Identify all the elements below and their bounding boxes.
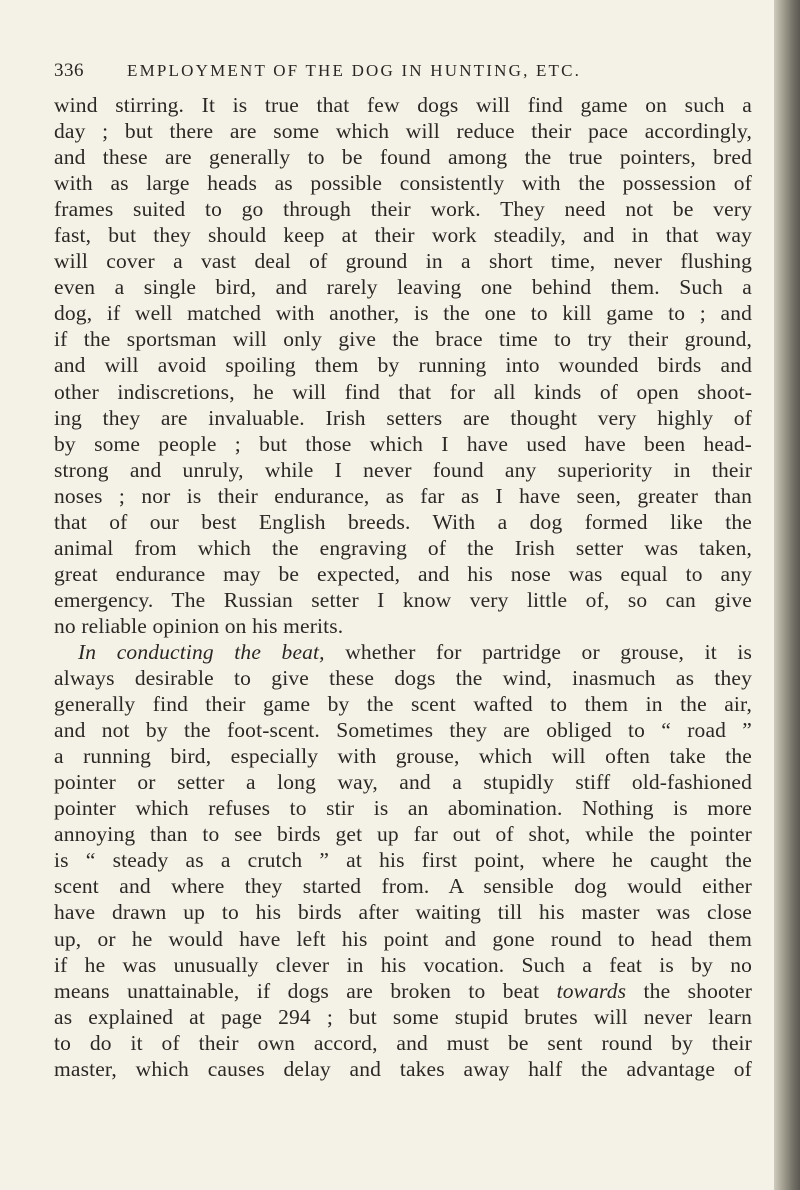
text-line: is “ steady as a crutch ” at his first point, where he caught the (54, 848, 752, 873)
text-line: annoying than to see birds get up far out of shot, while the pointer (54, 822, 752, 847)
text-line: generally find their game by the scent wafted to them in the air, (54, 692, 752, 717)
text-line: up, or he would have left his point and gone round to head them (54, 926, 752, 951)
text-line: scent and where they started from. A sensible dog would either (54, 874, 752, 899)
text-span: the shooter (626, 978, 752, 1003)
page-edge-shadow (774, 0, 800, 1190)
paragraph-1 (54, 92, 752, 639)
text-line (54, 978, 752, 1004)
text-line: frames suited to go through their work. They need not be very (54, 197, 752, 222)
text-line: and not by the foot-scent. Sometimes they are obliged to “ road ” (54, 718, 752, 743)
text-line: to do it of their own accord, and must be sent round by their (54, 1030, 752, 1055)
text-line: animal from which the engraving of the Irish setter was taken, (54, 535, 752, 560)
running-head: EMPLOYMENT OF THE DOG IN HUNTING, ETC. (127, 61, 582, 80)
text-line: pointer or setter a long way, and a stupidly stiff old-fashioned (54, 770, 752, 795)
text-line: even a single bird, and rarely leaving one behind them. Such a (54, 275, 752, 300)
text-line: no reliable opinion on his merits. (54, 613, 344, 638)
text-line: have drawn up to his birds after waiting till his master was close (54, 900, 752, 925)
text-line: strong and unruly, while I never found any superiority in their (54, 457, 752, 482)
text-span: means unattainable, if dogs are broken to beat (54, 978, 557, 1003)
text-line: dog, if well matched with another, is the one to kill game to ; and (54, 301, 752, 326)
text-line: ing they are invaluable. Irish setters are thought very highly of (54, 405, 752, 430)
text-line: as explained at page 294 ; but some stupid brutes will never learn (54, 1004, 752, 1029)
text-line: that of our best English breeds. With a dog formed like the (54, 509, 752, 534)
text-line: other indiscretions, he will find that for all kinds of open shoot- (54, 379, 752, 404)
text-line: wind stirring. It is true that few dogs will find game on such a (54, 93, 752, 117)
page-number: 336 (54, 60, 84, 81)
text-span: whether for partridge or grouse, it is (324, 639, 752, 664)
text-line: if he was unusually clever in his vocation. Such a feat is by no (54, 952, 752, 977)
text-line: master, which causes delay and takes away half the advantage of (54, 1056, 752, 1081)
text-line: pointer which refuses to stir is an abomination. Nothing is more (54, 796, 752, 821)
text-line: emergency. The Russian setter I know very little of, so can give (54, 587, 752, 612)
paragraph-2 (54, 639, 752, 1082)
text-line: and will avoid spoiling them by running into wounded birds and (54, 353, 752, 378)
text-line: always desirable to give these dogs the wind, inasmuch as they (54, 666, 752, 691)
text-line (54, 639, 752, 665)
text-line: a running bird, especially with grouse, which will often take the (54, 744, 752, 769)
text-line: with as large heads as possible consistently with the possession of (54, 171, 752, 196)
italic-phrase: In conducting the beat, (78, 639, 325, 664)
text-line: great endurance may be expected, and his nose was equal to any (54, 561, 752, 586)
text-line: if the sportsman will only give the brace time to try their ground, (54, 327, 752, 352)
italic-word: towards (556, 978, 627, 1003)
body-text (54, 92, 752, 1082)
text-line: fast, but they should keep at their work steadily, and in that way (54, 223, 752, 248)
text-line: and these are generally to be found among the true pointers, bred (54, 145, 752, 170)
text-line: by some people ; but those which I have used have been head- (54, 431, 752, 456)
text-line: day ; but there are some which will reduce their pace accordingly, (54, 119, 752, 144)
page-header (54, 60, 744, 88)
text-line: will cover a vast deal of ground in a short time, never flushing (54, 249, 752, 274)
text-line: noses ; nor is their endurance, as far as I have seen, greater than (54, 483, 752, 508)
